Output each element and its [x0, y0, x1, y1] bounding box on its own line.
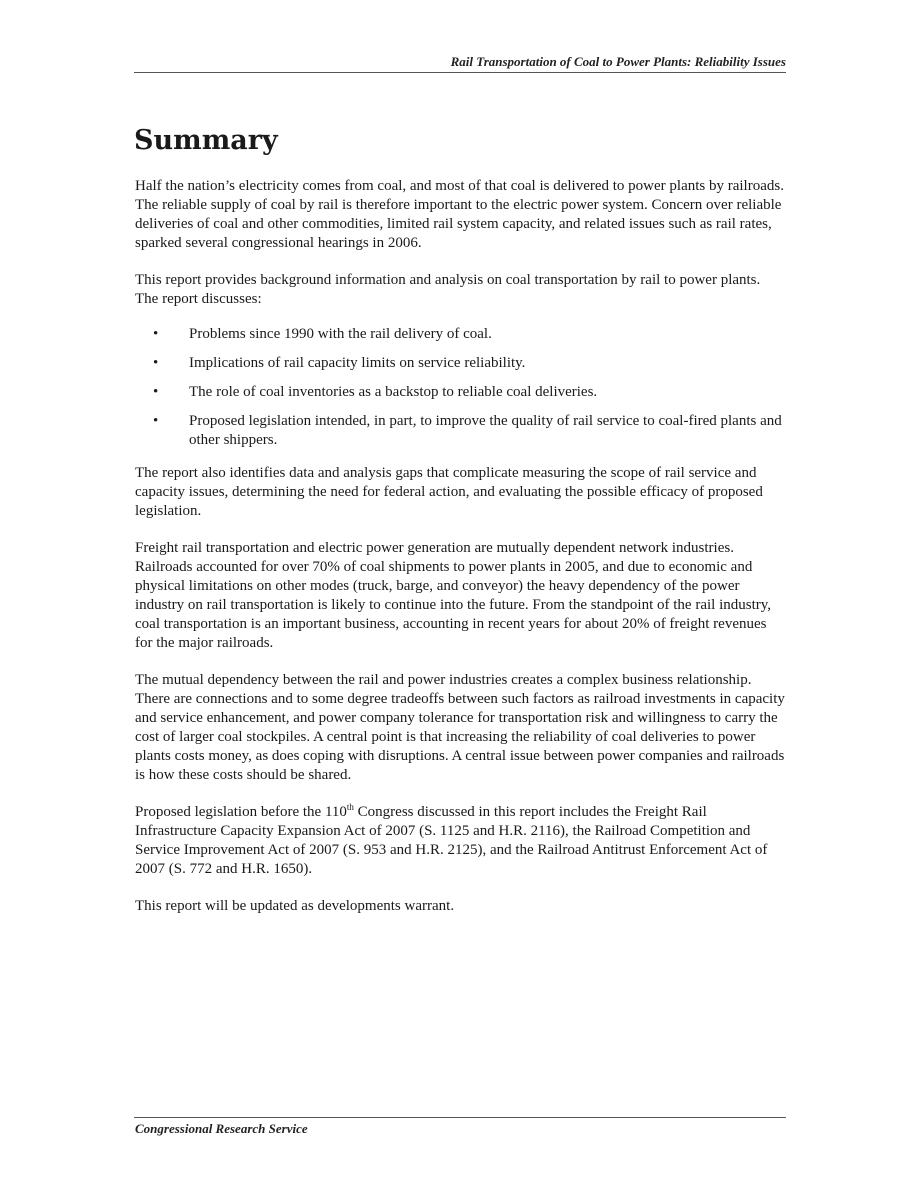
list-item: [135, 325, 787, 344]
legislation-text-end: Congress discussed in this report includes the Freight Rail Infrastructure Capacity Expansion Act of 2007 (S. 1125 and H.R. 2116), the Railroad Competition and Service Improvement Act of 2007 (S. 953 and H.R. 2125), and the Railroad Antitrust Enforcement Act of 2007 (S. 772 and H.R. 1650).: [135, 804, 768, 877]
bullet-icon: •: [153, 355, 159, 371]
list-item-text: The role of coal inventories as a backstop to reliable coal deliveries.: [189, 384, 598, 400]
paragraph-data-gaps: The report also identifies data and analysis gaps that complicate measuring the scope of rail service and capacity issues, determining the need for federal action, and evaluating the possible efficacy of proposed legislation.: [135, 465, 763, 519]
list-item-text: Implications of rail capacity limits on service reliability.: [189, 355, 526, 371]
list-item-text: Problems since 1990 with the rail delivery of coal.: [189, 326, 492, 342]
bullet-icon: •: [153, 384, 159, 400]
running-footer: Congressional Research Service: [135, 1121, 308, 1136]
page-title: Summary: [134, 125, 278, 156]
bullet-icon: •: [153, 413, 159, 429]
summary-body: [135, 177, 787, 934]
footer-divider: [134, 1117, 786, 1118]
ordinal-suffix: th: [346, 802, 354, 812]
paragraph-updates: This report will be updated as developments warrant.: [135, 898, 455, 914]
legislation-text-start: Proposed legislation before the 110: [135, 804, 347, 820]
topics-list: [135, 325, 787, 450]
header-divider: [134, 72, 786, 73]
paragraph-legislation: [135, 803, 787, 879]
paragraph-intro: Half the nation’s electricity comes from coal, and most of that coal is delivered to power plants by railroads. The reliable supply of coal by rail is therefore important to the electric power system. Concern over reliable deliveries of coal and other commodities, limited rail system capacity, and related issues such as rail rates, sparked several congressional hearings in 2006.: [135, 178, 784, 251]
list-item: [135, 383, 787, 402]
paragraph-dependency: Freight rail transportation and electric power generation are mutually dependent network industries. Railroads accounted for over 70% of coal shipments to power plants in 2005, and due to economic and physical limitations on other modes (truck, barge, and conveyor) the heavy dependency of the power industry on rail transportation is likely to continue into the future. From the standpoint of the rail industry, coal transportation is an important business, accounting in recent years for about 20% of freight revenues for the major railroads.: [135, 540, 772, 651]
bullet-icon: •: [153, 326, 159, 342]
running-header: Rail Transportation of Coal to Power Plants: Reliability Issues: [450, 54, 786, 69]
paragraph-report-scope: This report provides background information and analysis on coal transportation by rail to power plants. The report discusses:: [135, 272, 761, 307]
list-item-text: Proposed legislation intended, in part, to improve the quality of rail service to coal-fired plants and other shippers.: [189, 413, 782, 448]
list-item: [135, 412, 787, 450]
list-item: [135, 354, 787, 373]
paragraph-business-relationship: The mutual dependency between the rail and power industries creates a complex business relationship. There are connections and to some degree tradeoffs between such factors as railroad investments in capacity and service enhancement, and power company tolerance for transportation risk and willingness to carry the cost of larger coal stockpiles. A central point is that increasing the reliability of coal deliveries to power plants costs money, as does coping with disruptions. A central issue between power companies and railroads is how these costs should be shared.: [135, 672, 785, 783]
